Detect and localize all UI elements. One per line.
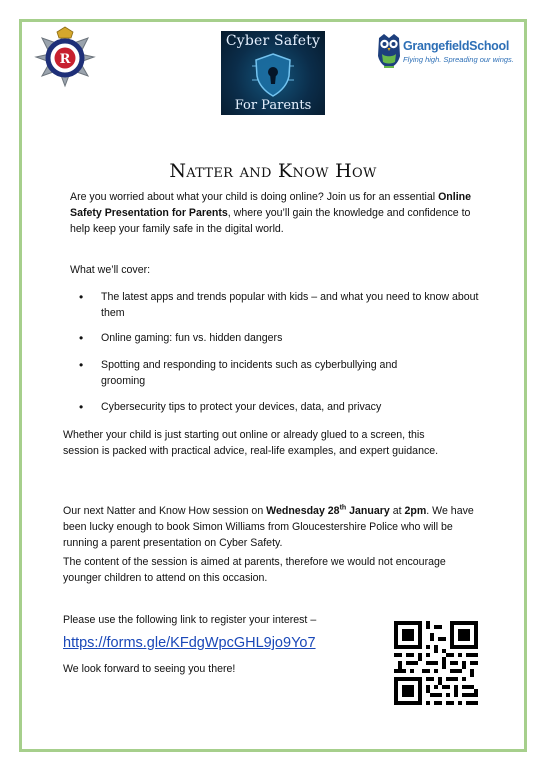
list-item: • Cybersecurity tips to protect your devices, data, and privacy bbox=[79, 399, 489, 415]
session-time: 2pm bbox=[404, 505, 427, 517]
school-logo bbox=[376, 32, 526, 72]
content-note: The content of the session is aimed at parents, therefore we would not encourage younger children to attend on this occasion. bbox=[63, 556, 446, 585]
session-date bbox=[266, 505, 390, 517]
session-date-suffix: th bbox=[339, 504, 347, 512]
session-text-3: . We have been lucky enough to book Simon Williams from Gloucestershire Police who will be running a parent presentation on Cyber Safety. bbox=[63, 505, 474, 550]
session-date-day: Wednesday 28 bbox=[266, 505, 340, 517]
cover-heading: What we’ll cover: bbox=[70, 264, 151, 276]
intro-bold: Online Safety Presentation for Parents bbox=[70, 191, 472, 220]
session-date-month: January bbox=[346, 505, 390, 517]
page-title: Natter and Know How bbox=[169, 160, 377, 182]
school-tagline: Flying high. Spreading our wings. bbox=[403, 55, 514, 64]
cyber-logo-subtitle: For Parents bbox=[234, 98, 312, 113]
school-name: GrangefieldSchool bbox=[403, 39, 510, 53]
intro-text-2: , where you’ll gain the knowledge and confidence to help keep your family safe in the digital world. bbox=[70, 207, 471, 236]
intro-paragraph bbox=[70, 189, 480, 238]
session-paragraph bbox=[63, 503, 483, 552]
list-item-text: Spotting and responding to incidents such as cyberbullying and grooming bbox=[101, 358, 398, 387]
list-item: • The latest apps and trends popular with kids – and what you need to know about them bbox=[79, 289, 489, 321]
closing-text: We look forward to seeing you there! bbox=[63, 663, 236, 675]
list-item bbox=[79, 357, 489, 389]
register-prompt: Please use the following link to register your interest – bbox=[63, 614, 317, 626]
qr-code-icon[interactable] bbox=[394, 621, 478, 710]
session-text-1: Our next Natter and Know How session on bbox=[63, 505, 267, 517]
shield-lock-icon bbox=[252, 52, 294, 98]
session-text-2: at bbox=[389, 505, 405, 517]
list-item: • Online gaming: fun vs. hidden dangers bbox=[79, 330, 489, 346]
topics-list bbox=[79, 289, 489, 415]
cyber-safety-logo bbox=[221, 31, 325, 115]
cyber-logo-title: Cyber Safety bbox=[225, 33, 321, 49]
audience-paragraph: Whether your child is just starting out online or already glued to a screen, this session is packed with practical advice, real-life examples, and expert guidance. bbox=[63, 429, 439, 458]
svg-text:R: R bbox=[59, 52, 71, 67]
owl-icon bbox=[376, 32, 402, 70]
police-crest-icon bbox=[34, 26, 96, 88]
intro-text-1: Are you worried about what your child is doing online? Join us for an essential bbox=[70, 191, 439, 203]
register-link[interactable]: https://forms.gle/KFdgWpcGHL9jo9Yo7 bbox=[63, 635, 316, 651]
